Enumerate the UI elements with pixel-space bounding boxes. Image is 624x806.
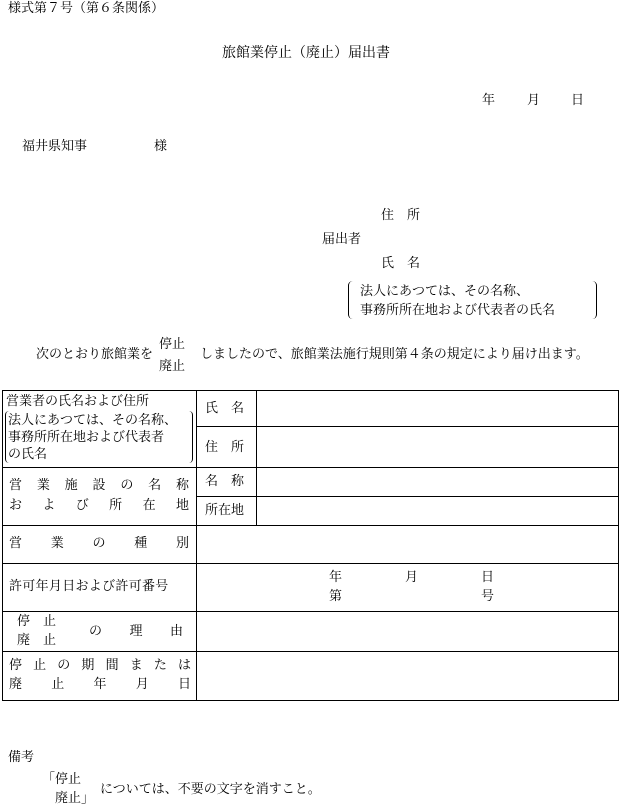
reason-abolish-label: 廃 止 — [17, 633, 57, 648]
facility-location-label: 所在地 — [205, 503, 245, 518]
operator-name-label: 氏 名 — [205, 401, 245, 416]
reason-stop-label: 停 止 — [17, 614, 57, 629]
corporate-note-bracket-right — [588, 281, 597, 319]
period-char: ま — [129, 658, 143, 673]
facility-char: 営 — [9, 478, 23, 493]
period-char: 年 — [93, 677, 107, 692]
period-char: の — [57, 658, 71, 673]
period-char: 停 — [9, 658, 23, 673]
business-type-char: 種 — [134, 536, 148, 551]
table-rule — [3, 651, 618, 652]
permit-day-label: 日 — [481, 570, 495, 585]
facility-char: 設 — [92, 478, 106, 493]
period-char: 間 — [105, 658, 119, 673]
applicant-name-label: 氏 名 — [381, 256, 421, 271]
period-char: 廃 — [9, 677, 23, 692]
facility-char: 名 — [148, 478, 162, 493]
business-type-char: 別 — [175, 536, 189, 551]
table-rule — [3, 611, 618, 612]
corporate-note-line2: 事務所所在地および代表者の氏名 — [360, 303, 556, 318]
facility-char: 所 — [109, 498, 123, 513]
period-char: は — [177, 658, 191, 673]
table-rule — [3, 563, 618, 564]
notification-form-table — [2, 390, 619, 701]
permit-number-suffix: 号 — [481, 589, 495, 604]
permit-year-label: 年 — [329, 570, 343, 585]
reason-char: の — [89, 624, 103, 639]
statement-prefix: 次のとおり旅館業を — [36, 347, 154, 362]
document-title: 旅館業停止（廃止）届出書 — [222, 45, 390, 61]
facility-char: 在 — [142, 498, 156, 513]
business-type-char: 業 — [50, 536, 64, 551]
period-char: 止 — [33, 658, 47, 673]
facility-name-label: 名 称 — [205, 474, 245, 489]
facility-char: 称 — [175, 478, 189, 493]
period-char: 期 — [81, 658, 95, 673]
business-type-char: 営 — [9, 536, 23, 551]
date-day-label: 日 — [571, 93, 585, 108]
statement-option-abolish: 廃止 — [159, 359, 186, 374]
facility-char: 地 — [175, 498, 189, 513]
permit-number-prefix: 第 — [329, 589, 343, 604]
date-month-label: 月 — [527, 93, 541, 108]
table-rule — [196, 391, 197, 700]
period-heading-line2 — [9, 678, 191, 691]
operator-address-label: 住 所 — [205, 440, 245, 455]
facility-char: び — [75, 498, 89, 513]
reason-heading-tail — [89, 625, 183, 638]
applicant-group-label: 届出者 — [322, 232, 362, 247]
applicant-address-label: 住 所 — [381, 208, 421, 223]
operator-note-line1: 法人にあつては、その名称、 — [8, 413, 178, 428]
addressee-name: 福井県知事 — [22, 139, 88, 154]
permit-heading: 許可年月日および許可番号 — [9, 579, 169, 594]
remarks-bracket-close: 廃止」 — [55, 791, 95, 806]
operator-heading: 営業者の氏名および住所 — [6, 394, 150, 409]
facility-heading-line2 — [9, 499, 189, 512]
remarks-text: については、不要の文字を消すこと。 — [100, 782, 321, 797]
form-number: 様式第７号（第６条関係） — [8, 1, 165, 16]
addressee-honorific: 様 — [154, 139, 168, 154]
permit-month-label: 月 — [405, 570, 419, 585]
remarks-label: 備考 — [8, 750, 35, 765]
facility-heading-line1 — [9, 479, 189, 492]
facility-char: 業 — [36, 478, 50, 493]
reason-char: 理 — [129, 624, 143, 639]
facility-char: お — [9, 498, 23, 513]
reason-char: 由 — [169, 624, 183, 639]
business-type-char: の — [92, 536, 106, 551]
corporate-note-line1: 法人にあつては、その名称、 — [360, 284, 530, 299]
period-char: た — [153, 658, 167, 673]
operator-note-line2: 事務所所在地および代表者 — [8, 430, 165, 445]
period-char: 止 — [51, 677, 65, 692]
facility-char: 施 — [64, 478, 78, 493]
table-rule — [196, 426, 618, 427]
facility-char: よ — [42, 498, 56, 513]
remarks-bracket-open: 「停止 — [42, 772, 82, 787]
table-rule — [256, 391, 257, 525]
date-year-label: 年 — [482, 93, 496, 108]
facility-char: の — [120, 478, 134, 493]
statement-option-stop: 停止 — [159, 337, 186, 352]
table-rule — [196, 496, 618, 497]
corporate-note-bracket-left — [348, 281, 357, 319]
statement-suffix: しましたので、旅館業法施行規則第４条の規定により届け出ます。 — [200, 347, 589, 362]
period-heading-line1 — [9, 659, 191, 672]
operator-note-line3: の氏名 — [8, 447, 48, 462]
operator-note-bracket-right — [185, 411, 193, 463]
period-char: 日 — [177, 677, 191, 692]
table-rule — [3, 525, 618, 526]
table-rule — [3, 467, 618, 468]
period-char: 月 — [135, 677, 149, 692]
business-type-heading — [9, 537, 189, 550]
